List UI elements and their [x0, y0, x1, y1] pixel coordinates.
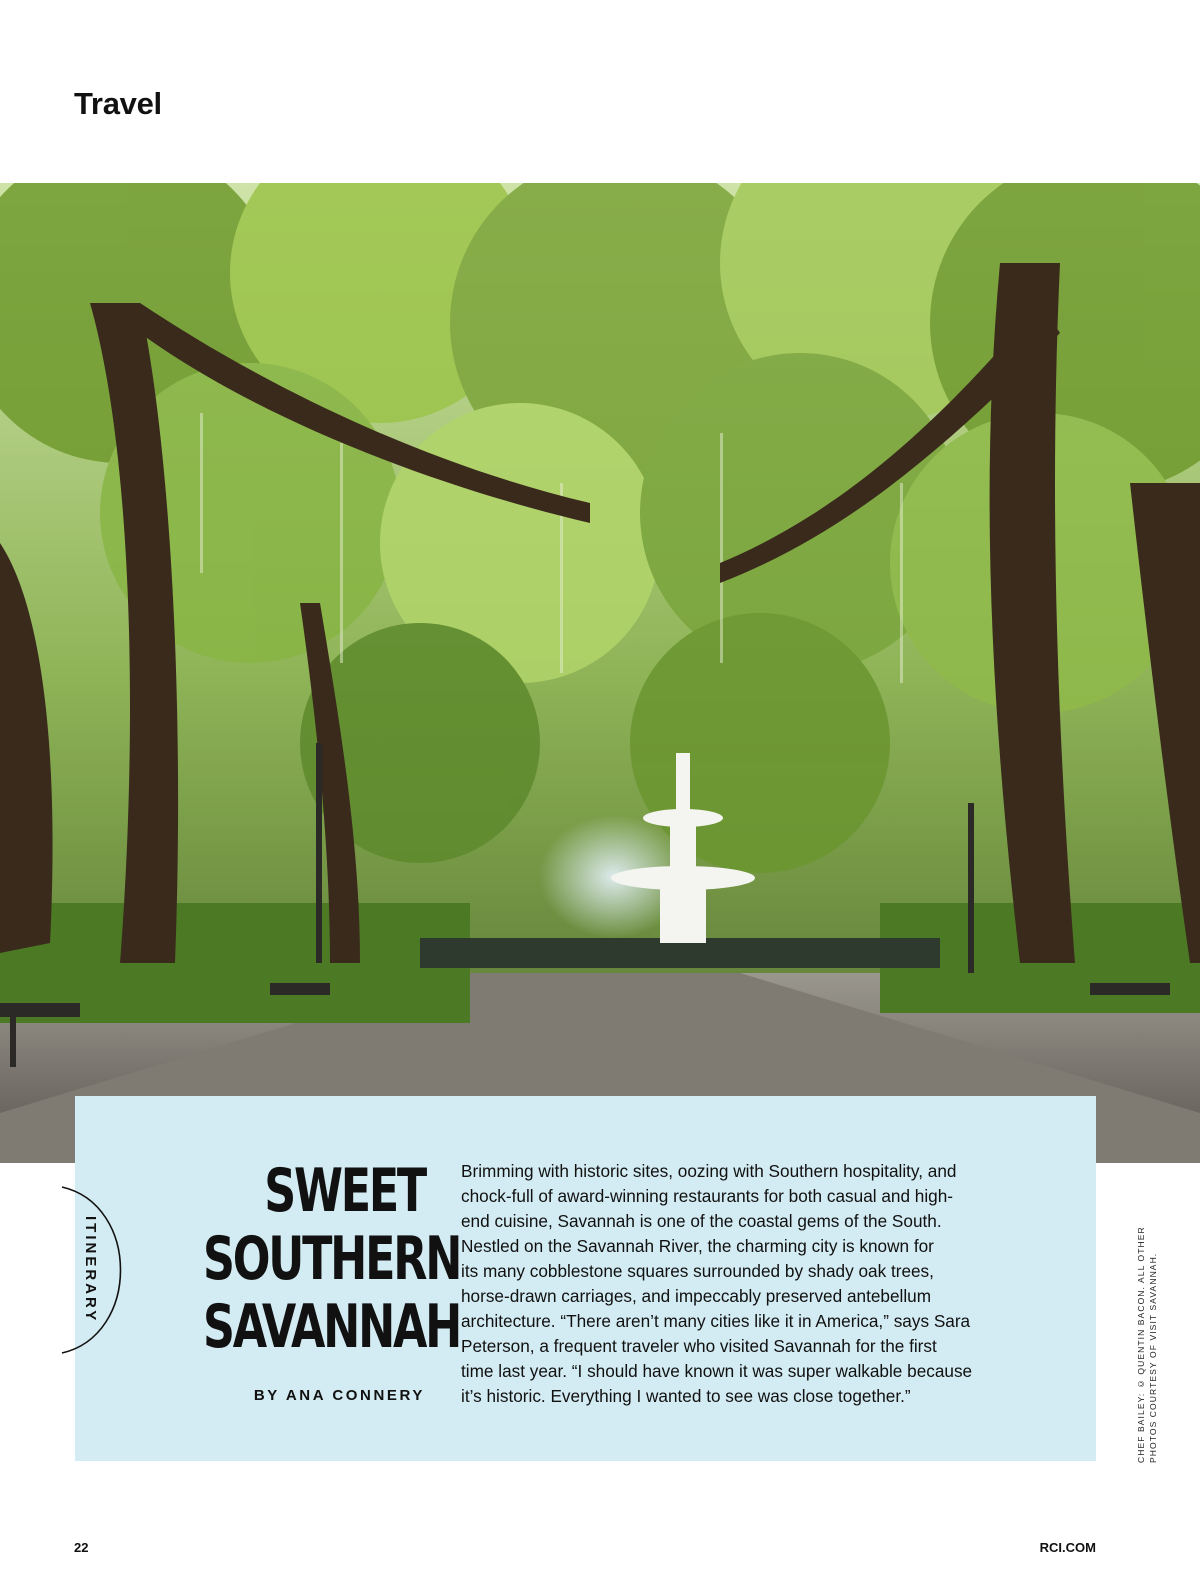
body-line: horse-drawn carriages, and impeccably preserved antebellum — [461, 1286, 932, 1306]
body-text — [461, 1159, 1061, 1409]
body-line: end cuisine, Savannah is one of the coastal gems of the South. — [461, 1211, 942, 1231]
hero-photo — [0, 183, 1200, 1163]
body-line: chock-full of award-winning restaurants for both casual and high- — [461, 1186, 954, 1206]
body-line: architecture. “There aren’t many cities like it in America,” says Sara — [461, 1311, 971, 1331]
page-number: 22 — [74, 1540, 89, 1555]
credit-line: PHOTOS COURTESY OF VISIT SAVANNAH. — [1148, 1252, 1158, 1463]
body-line: Nestled on the Savannah River, the charming city is known for — [461, 1236, 934, 1256]
photo-credit — [1135, 1218, 1159, 1463]
site-url[interactable]: RCI.COM — [1039, 1540, 1096, 1555]
headline-line: SAVANNAH — [203, 1292, 461, 1362]
headline-line: SOUTHERN — [203, 1224, 461, 1294]
section-label: Travel — [74, 86, 162, 121]
body-line: Peterson, a frequent traveler who visited Savannah for the first — [461, 1336, 937, 1356]
credit-line: CHEF BAILEY: © QUENTIN BACON. ALL OTHER — [1136, 1226, 1146, 1463]
byline: BY ANA CONNERY — [253, 1387, 425, 1404]
itinerary-label: ITINERARY — [82, 1216, 99, 1324]
headline — [203, 1156, 461, 1362]
body-line: its many cobblestone squares surrounded by shady oak trees, — [461, 1261, 934, 1281]
headline-line: SWEET — [264, 1156, 425, 1226]
body-line: time last year. “I should have known it was super walkable because — [461, 1361, 973, 1381]
body-line: Brimming with historic sites, oozing with Southern hospitality, and — [461, 1161, 957, 1181]
body-line: it’s historic. Everything I wanted to see was close together.” — [461, 1386, 911, 1406]
